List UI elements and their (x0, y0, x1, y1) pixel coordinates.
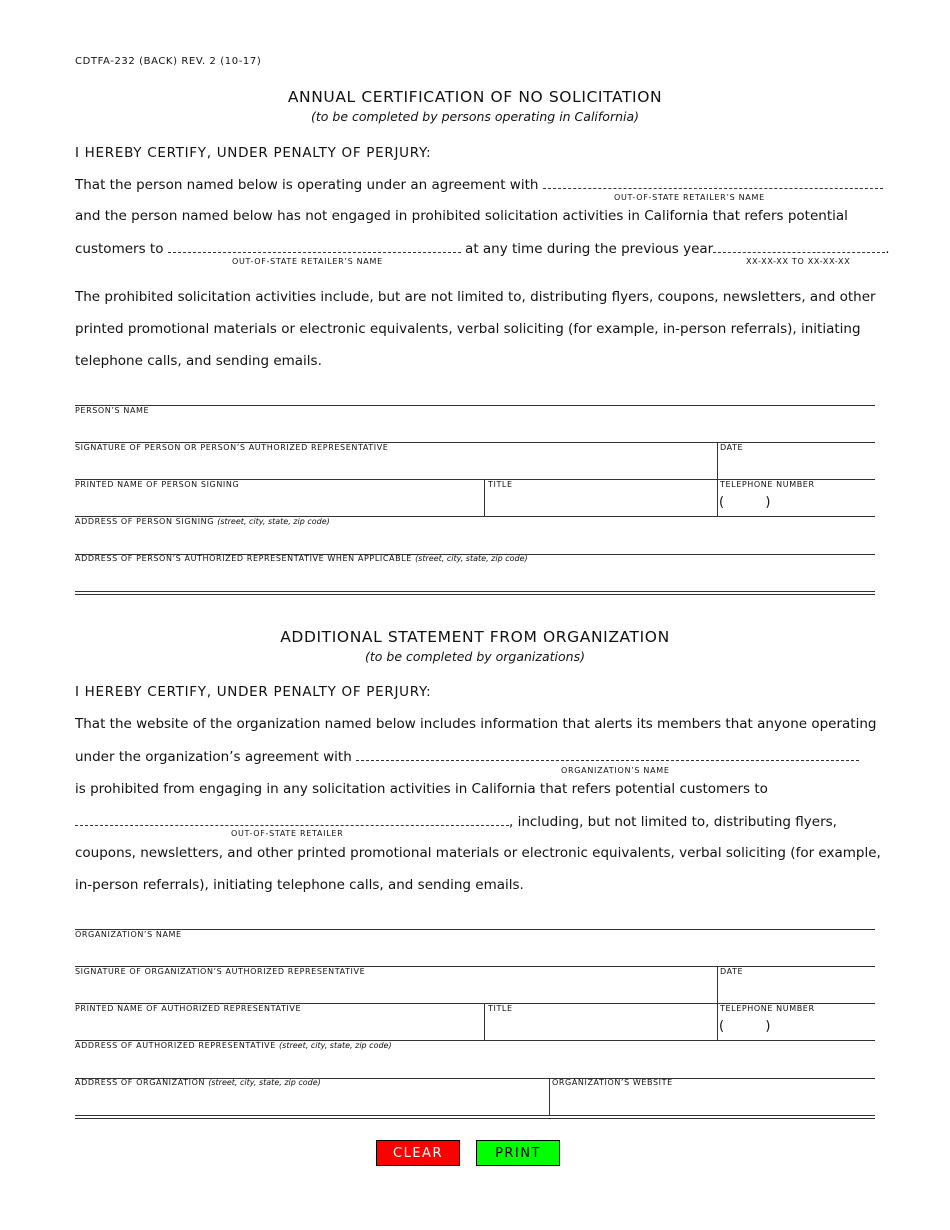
title-label: TITLE (488, 480, 513, 489)
org-website-field[interactable] (551, 1090, 874, 1114)
section1-subtitle: (to be completed by persons operating in California) (310, 109, 640, 124)
clear-button[interactable]: CLEAR (376, 1140, 460, 1166)
section2-line5: coupons, newsletters, and other printed promotional materials or electronic equivalents, verbal soliciting (for example, (75, 845, 881, 861)
retailer-name-blank-2[interactable] (168, 240, 461, 253)
date-range-caption: XX-XX-XX TO XX-XX-XX (746, 257, 851, 266)
org-title-label: TITLE (488, 1004, 513, 1013)
printed-name-field[interactable] (75, 492, 480, 516)
org-date-field[interactable] (719, 979, 874, 1003)
section2-title: ADDITIONAL STATEMENT FROM ORGANIZATION (280, 628, 670, 646)
rule (75, 405, 875, 406)
section2-line1: That the website of the organization named below includes information that alerts its members that anyone operating (75, 716, 877, 732)
section2-line2: under the organization’s agreement with (75, 748, 859, 765)
org-printed-name-label: PRINTED NAME OF AUTHORIZED REPRESENTATIVE (75, 1004, 302, 1013)
org-telephone-label: TELEPHONE NUMBER (720, 1004, 815, 1013)
form-number: CDTFA-232 (BACK) REV. 2 (10-17) (75, 56, 262, 67)
organization-name-blank[interactable] (356, 748, 859, 761)
section1-para2: printed promotional materials or electronic equivalents, verbal soliciting (for example, in-person referrals), initiating (75, 321, 861, 337)
divider (717, 479, 718, 516)
section2-certify: I HEREBY CERTIFY, UNDER PENALTY OF PERJURY: (75, 684, 432, 700)
org-rep-address-label: ADDRESS OF AUTHORIZED REPRESENTATIVE (street, city, state, zip code) (75, 1041, 392, 1050)
rule (75, 591, 875, 592)
rule (75, 594, 875, 595)
section1-line3: customers to at any time during the previous year . (75, 241, 890, 257)
address-field[interactable] (75, 529, 875, 553)
divider (717, 966, 718, 1003)
org-signature-field[interactable] (75, 979, 715, 1003)
telephone-label: TELEPHONE NUMBER (720, 480, 815, 489)
org-name-label: ORGANIZATION’S NAME (75, 930, 182, 939)
retailer-caption-1: OUT-OF-STATE RETAILER’S NAME (614, 193, 765, 202)
section1-para1: The prohibited solicitation activities include, but are not limited to, distributing flyers, coupons, newsletters, and other (75, 289, 876, 305)
section2-line6: in-person referrals), initiating telephone calls, and sending emails. (75, 877, 524, 893)
date-range-blank[interactable] (713, 240, 885, 253)
rep-address-field[interactable] (75, 566, 875, 590)
date-field[interactable] (719, 455, 874, 479)
retailer-blank[interactable] (75, 813, 509, 826)
org-address-label: ADDRESS OF ORGANIZATION (street, city, state, zip code) (75, 1078, 321, 1087)
section1-para3: telephone calls, and sending emails. (75, 353, 322, 369)
section1-title: ANNUAL CERTIFICATION OF NO SOLICITATION (287, 88, 663, 106)
rep-address-label: ADDRESS OF PERSON’S AUTHORIZED REPRESENTATIVE WHEN APPLICABLE (street, city, state, zip code) (75, 554, 528, 563)
telephone-field[interactable]: ( ) (719, 495, 771, 510)
persons-name-field[interactable] (75, 418, 875, 442)
organization-caption: ORGANIZATION’S NAME (561, 766, 670, 775)
org-name-field[interactable] (75, 942, 875, 966)
org-website-label: ORGANIZATION’S WEBSITE (552, 1078, 673, 1087)
section2-line4: , including, but not limited to, distributing flyers, (75, 813, 837, 830)
address-label: ADDRESS OF PERSON SIGNING (street, city, state, zip code) (75, 517, 330, 526)
section2-subtitle: (to be completed by organizations) (365, 649, 585, 664)
signature-label: SIGNATURE OF PERSON OR PERSON’S AUTHORIZED REPRESENTATIVE (75, 443, 389, 452)
org-address-field[interactable] (75, 1090, 545, 1114)
title-field[interactable] (486, 492, 714, 516)
print-button[interactable]: PRINT (476, 1140, 560, 1166)
signature-field[interactable] (75, 455, 715, 479)
rule (75, 1115, 875, 1116)
date-label: DATE (720, 443, 744, 452)
section1-line1: That the person named below is operating under an agreement with (75, 176, 883, 193)
section1-line2: and the person named below has not engaged in prohibited solicitation activities in California that refers potential (75, 208, 848, 224)
divider (717, 1003, 718, 1040)
retailer-caption-2: OUT-OF-STATE RETAILER’S NAME (232, 257, 383, 266)
org-title-field[interactable] (486, 1016, 714, 1040)
divider (717, 442, 718, 479)
persons-name-label: PERSON’S NAME (75, 406, 150, 415)
org-rep-address-field[interactable] (75, 1053, 875, 1077)
org-telephone-field[interactable]: ( ) (719, 1019, 771, 1034)
divider (484, 1003, 485, 1040)
section2-line3: is prohibited from engaging in any solicitation activities in California that refers potential customers to (75, 781, 768, 797)
section1-certify: I HEREBY CERTIFY, UNDER PENALTY OF PERJURY: (75, 145, 432, 161)
divider (484, 479, 485, 516)
org-date-label: DATE (720, 967, 744, 976)
divider (549, 1078, 550, 1115)
retailer-name-blank-1[interactable] (543, 176, 883, 189)
retailer-caption: OUT-OF-STATE RETAILER (231, 829, 344, 838)
org-signature-label: SIGNATURE OF ORGANIZATION’S AUTHORIZED REPRESENTATIVE (75, 967, 366, 976)
rule (75, 929, 875, 930)
printed-name-label: PRINTED NAME OF PERSON SIGNING (75, 480, 240, 489)
org-printed-name-field[interactable] (75, 1016, 480, 1040)
rule (75, 1118, 875, 1119)
